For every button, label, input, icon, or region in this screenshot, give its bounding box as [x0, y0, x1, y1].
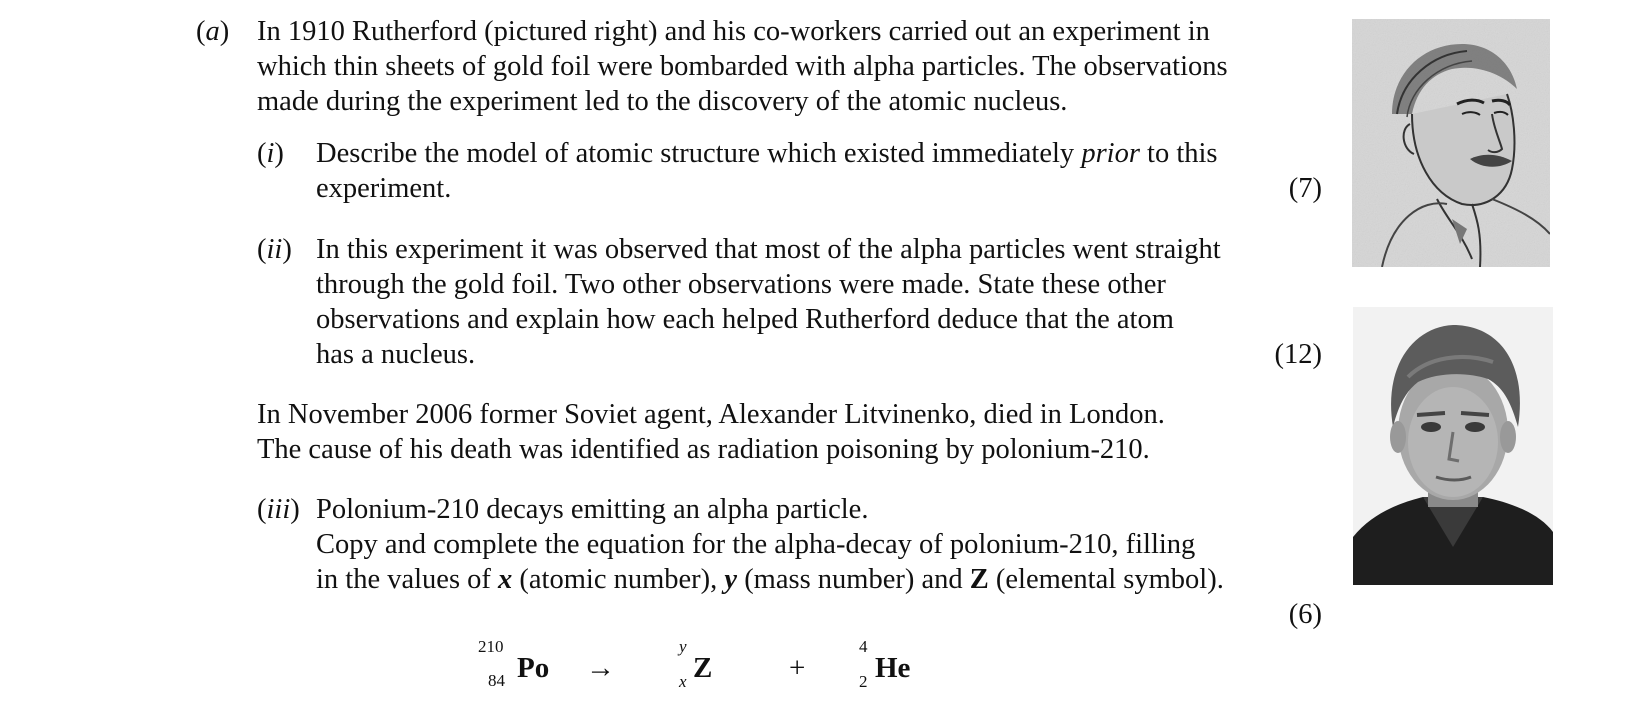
question-i-line-2: experiment.	[316, 173, 452, 204]
part-a-label: (a)	[196, 16, 230, 47]
z-mass-number: y	[679, 637, 687, 656]
intro-line-1: In 1910 Rutherford (pictured right) and his co-workers carried out an experiment in	[257, 16, 1210, 47]
z-atomic-number: x	[679, 672, 687, 691]
po-symbol: Po	[517, 652, 550, 684]
question-ii-marks: (12)	[1274, 339, 1322, 370]
question-ii-line-3: observations and explain how each helped Rutherford deduce that the atom	[316, 304, 1174, 335]
question-i-label: (i)	[257, 138, 284, 169]
rutherford-sketch-icon	[1352, 19, 1550, 267]
he-symbol: He	[875, 652, 911, 684]
intro-line-2: which thin sheets of gold foil were bombarded with alpha particles. The observations	[257, 51, 1228, 82]
litvinenko-photo	[1353, 307, 1553, 585]
litvinenko-photo-icon	[1353, 307, 1553, 585]
he-mass-number: 4	[859, 637, 868, 656]
question-ii-line-1: In this experiment it was observed that most of the alpha particles went straight	[316, 234, 1221, 265]
reaction-arrow: →	[586, 652, 615, 684]
question-i-line-1: Describe the model of atomic structure which existed immediately prior to this	[316, 138, 1218, 169]
context-line-2: The cause of his death was identified as radiation poisoning by polonium-210.	[257, 434, 1150, 465]
question-iii-line-2: Copy and complete the equation for the alpha-decay of polonium-210, filling	[316, 529, 1196, 560]
question-iii-marks: (6)	[1288, 599, 1322, 630]
question-iii-label: (iii)	[257, 494, 300, 525]
rutherford-portrait	[1352, 19, 1550, 267]
question-iii-line-1: Polonium-210 decays emitting an alpha particle.	[316, 494, 869, 525]
question-ii-label: (ii)	[257, 234, 292, 265]
plus-sign: +	[789, 652, 806, 684]
he-atomic-number: 2	[859, 672, 868, 691]
question-iii-line-3: in the values of x (atomic number), y (mass number) and Z (elemental symbol).	[316, 564, 1224, 595]
z-symbol: Z	[693, 652, 713, 684]
intro-line-3: made during the experiment led to the discovery of the atomic nucleus.	[257, 86, 1068, 117]
context-line-1: In November 2006 former Soviet agent, Alexander Litvinenko, died in London.	[257, 399, 1165, 430]
question-ii-line-4: has a nucleus.	[316, 339, 476, 370]
question-i-marks: (7)	[1288, 173, 1322, 204]
question-ii-line-2: through the gold foil. Two other observations were made. State these other	[316, 269, 1166, 300]
po-mass-number: 210	[478, 637, 504, 656]
po-atomic-number: 84	[488, 671, 505, 690]
